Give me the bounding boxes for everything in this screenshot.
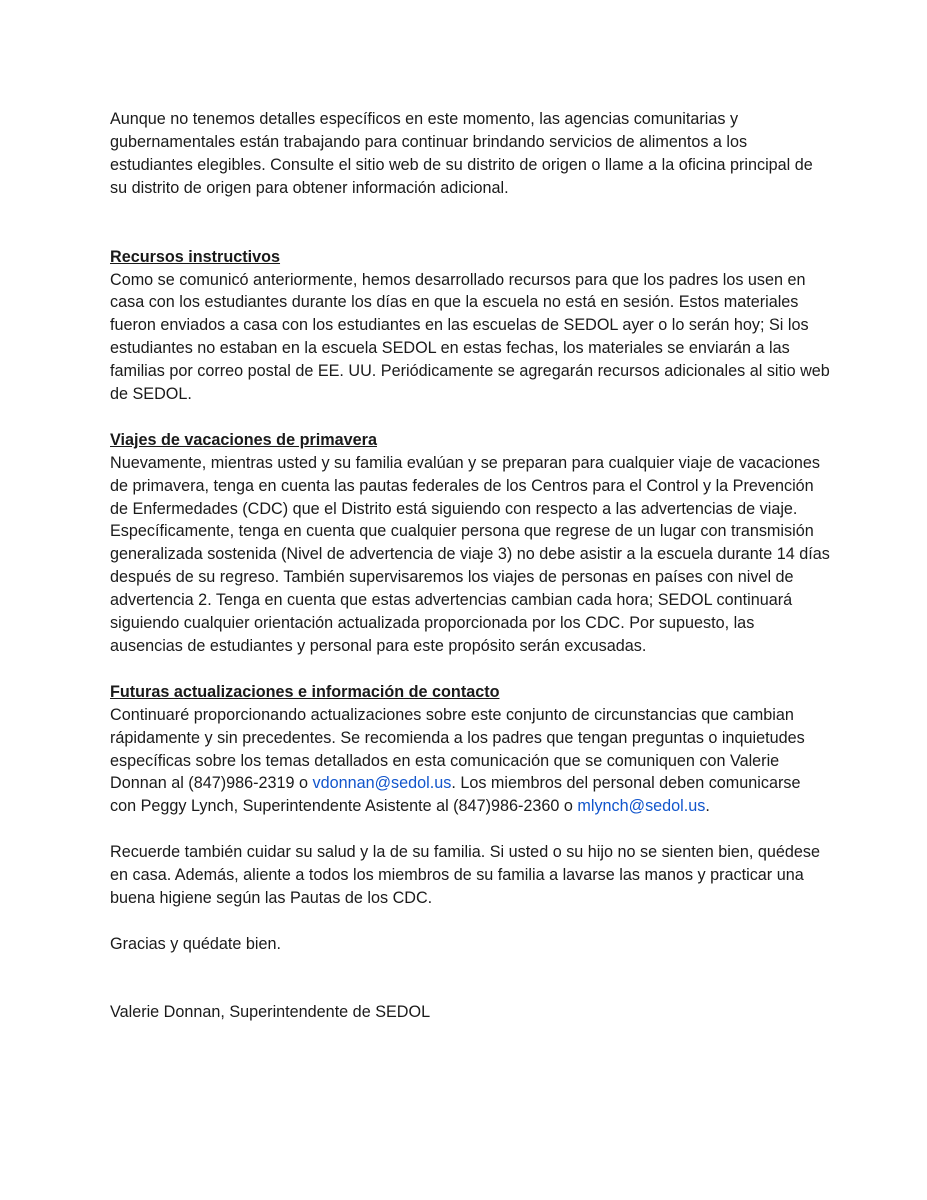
signature-line: Valerie Donnan, Superintendente de SEDOL <box>110 1002 431 1021</box>
contact-paragraph <box>110 704 830 819</box>
travel-paragraph: Nuevamente, mientras usted y su familia evalúan y se preparan para cualquier viaje de vacaciones de primavera, tenga en cuenta las pautas federales de los Centros para el Control y la Prevención de Enfermedades (CDC) que el Distrito está siguiendo con respecto a las advertencias de viaje. Específicamente, tenga en cuenta que cualquier persona que regrese de un lugar con transmisión generalizada sostenida (Nivel de advertencia de viaje 3) no debe asistir a la escuela durante 14 días después de su regreso. También supervisaremos los viajes de personas en países con nivel de advertencia 2. Tenga en cuenta que estas advertencias cambian cada hora; SEDOL continuará siguiendo cualquier orientación actualizada proporcionada por los CDC. Por supuesto, las ausencias de estudiantes y personal para este propósito serán excusadas. <box>110 453 830 656</box>
contact-text-3: . <box>705 797 710 816</box>
vdonnan-email-link[interactable]: vdonnan@sedol.us <box>312 774 452 793</box>
contact-heading: Futuras actualizaciones e información de contacto <box>110 682 500 701</box>
spacer <box>110 910 830 933</box>
intro-paragraph: Aunque no tenemos detalles específicos en este momento, las agencias comunitarias y gubernamentales están trabajando para continuar brindando servicios de alimentos a los estudiantes elegibles. Consulte el sitio web de su distrito de origen o llame a la oficina principal de su distrito de origen para obtener información adicional. <box>110 110 813 197</box>
spacer <box>110 818 830 841</box>
closing-line: Gracias y quédate bien. <box>110 934 281 953</box>
contact-text-1: Continuaré proporcionando actualizaciones sobre este conjunto de circunstancias que cambian rápidamente y sin precedentes. Se recomienda a los padres que tengan preguntas o inquietudes específicas sobre los temas detallados en esta comunicación que se comuniquen con Valerie Donnan al (847)986-2319 o <box>110 705 805 793</box>
spacer <box>110 200 830 246</box>
spacer <box>110 406 830 429</box>
contact-text-2: . Los miembros del personal deben comunicarse con Peggy Lynch, Superintendente Asistente al (847)986-2360 o <box>110 774 801 816</box>
spacer <box>110 956 830 1001</box>
resources-heading: Recursos instructivos <box>110 247 281 266</box>
mlynch-email-link[interactable]: mlynch@sedol.us <box>577 797 706 816</box>
travel-heading: Viajes de vacaciones de primavera <box>110 430 377 449</box>
health-paragraph: Recuerde también cuidar su salud y la de su familia. Si usted o su hijo no se sienten bien, quédese en casa. Además, aliente a todos los miembros de su familia a lavarse las manos y practicar una buena higiene según las Pautas de los CDC. <box>110 843 820 907</box>
resources-paragraph: Como se comunicó anteriormente, hemos desarrollado recursos para que los padres los usen en casa con los estudiantes durante los días en que la escuela no está en sesión. Estos materiales fueron enviados a casa con los estudiantes en las escuelas de SEDOL ayer o lo serán hoy; Si los estudiantes no estaban en la escuela SEDOL en estas fechas, los materiales se enviarán a las familias por correo postal de EE. UU. Periódicamente se agregarán recursos adicionales al sitio web de SEDOL. <box>110 270 830 404</box>
letter-page <box>110 108 830 1024</box>
spacer <box>110 658 830 681</box>
